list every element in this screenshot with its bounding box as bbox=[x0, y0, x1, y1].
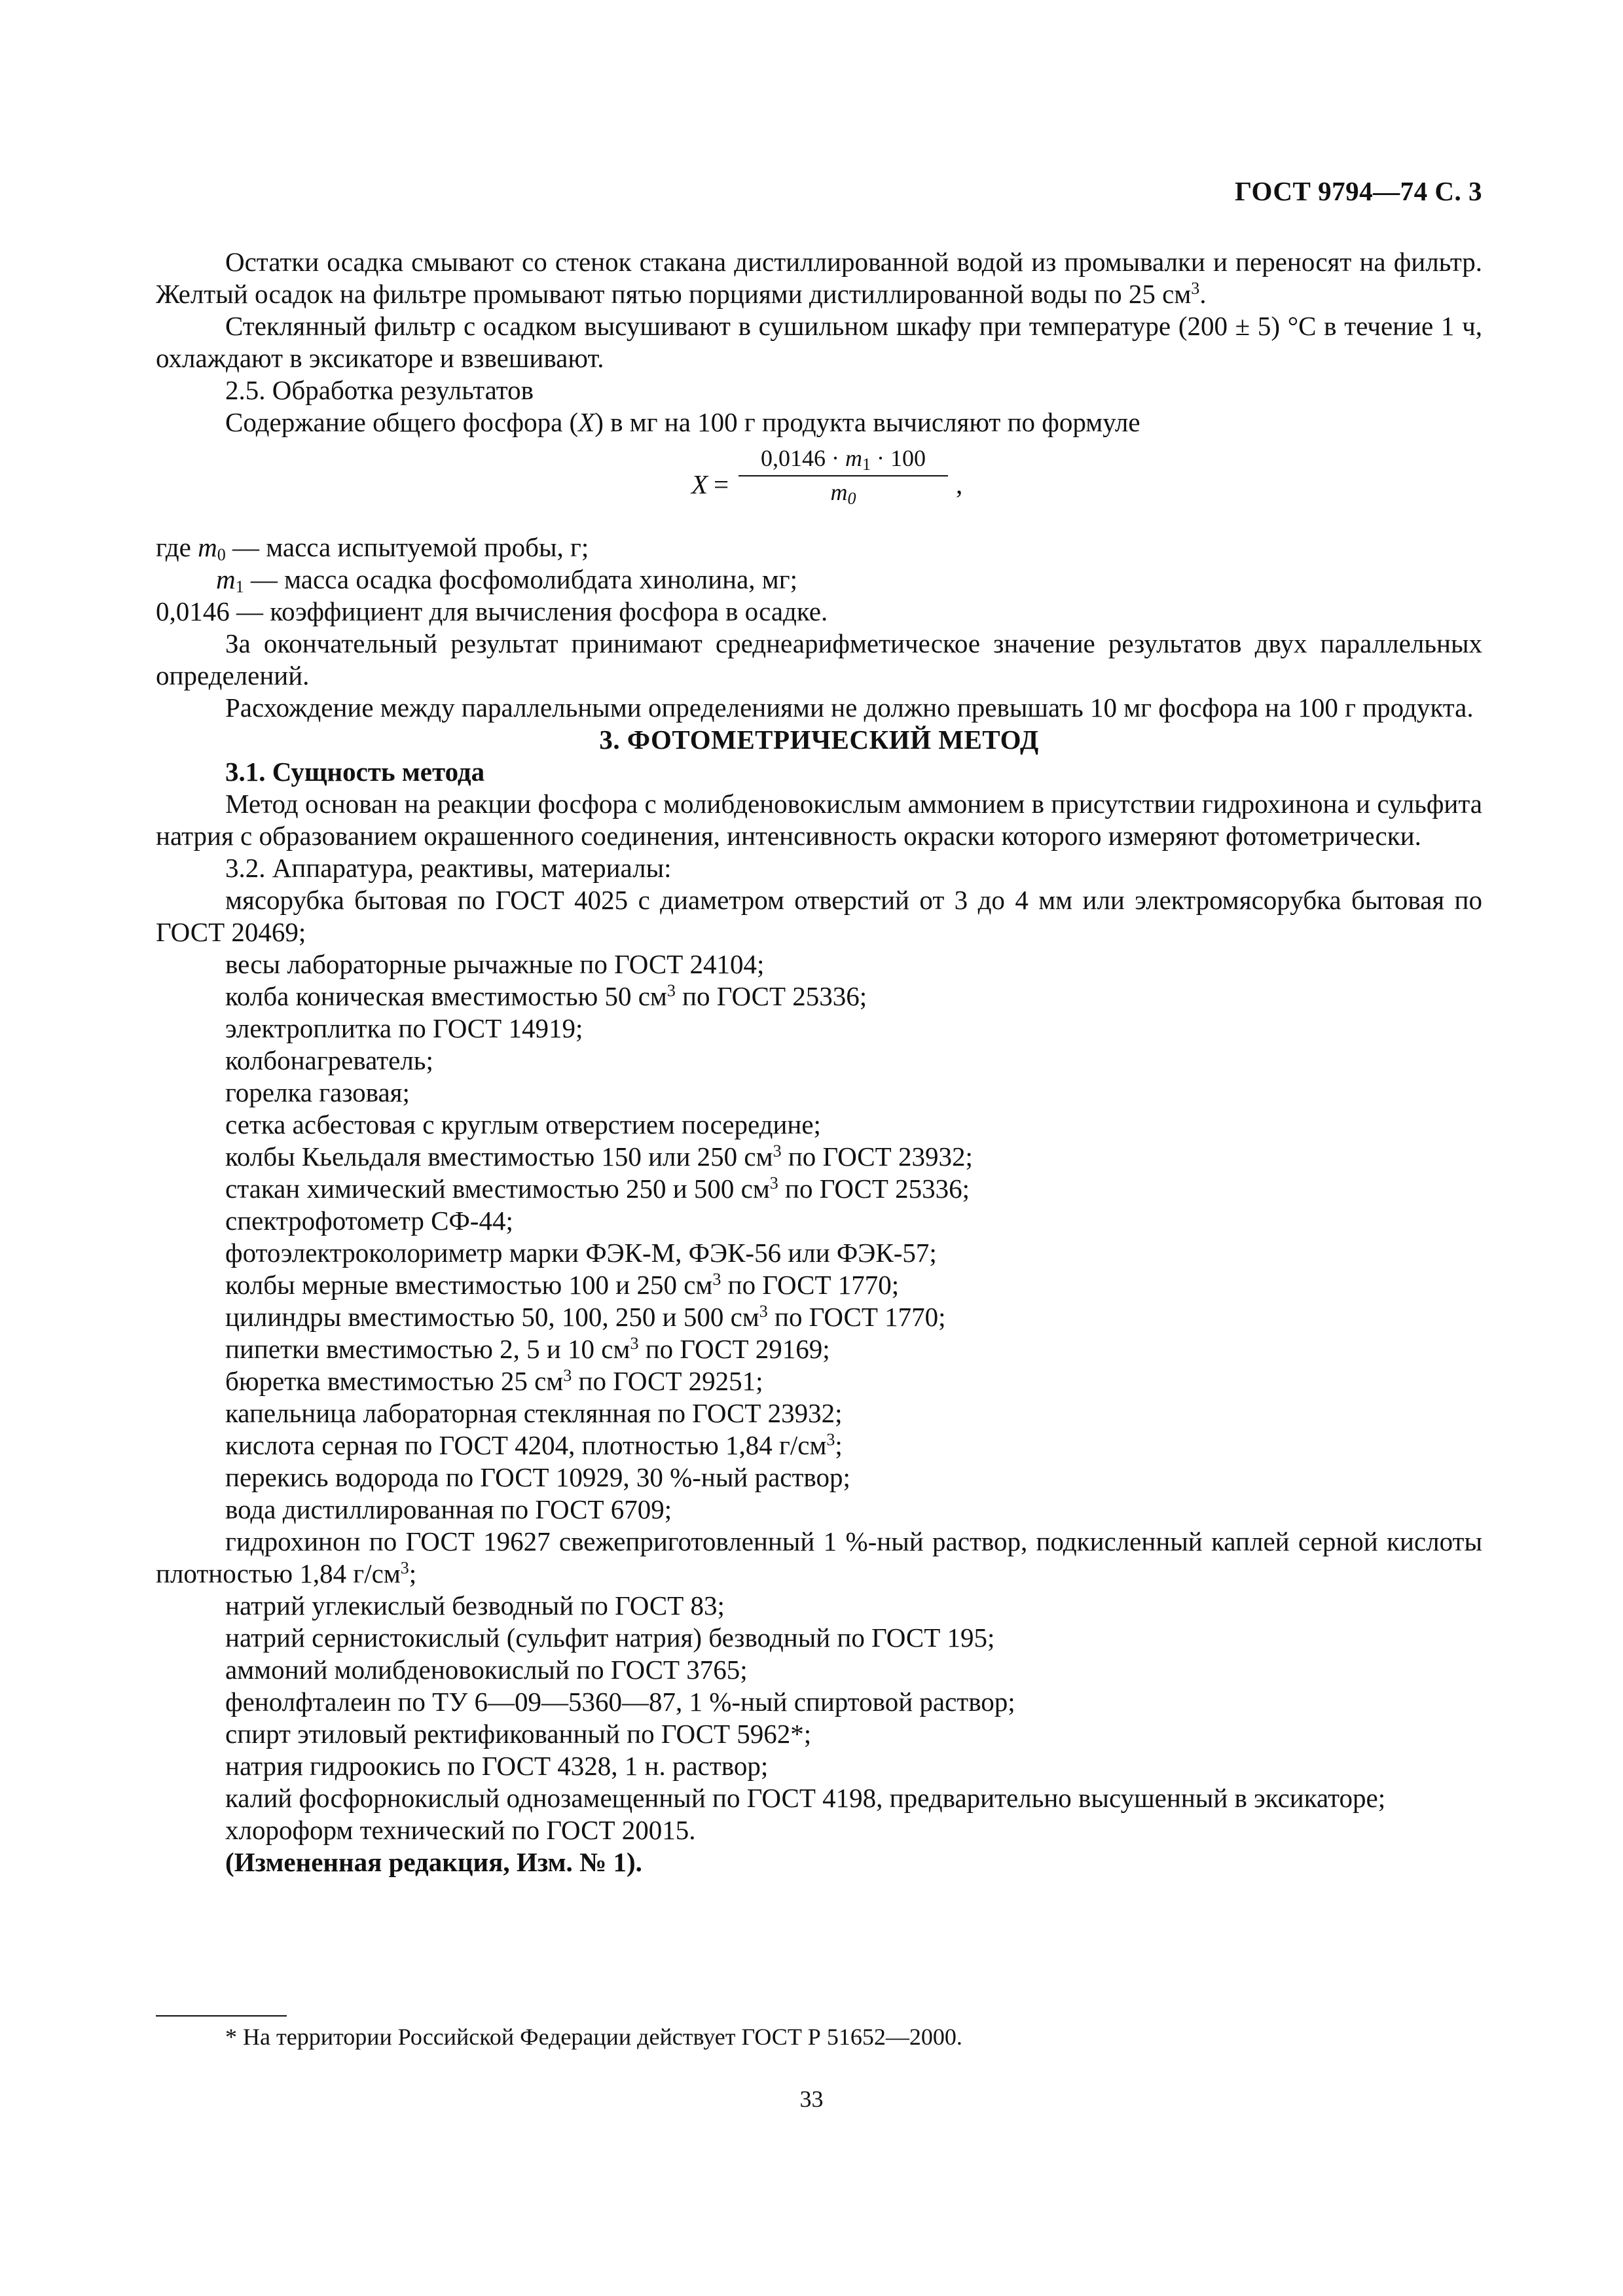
list-item-text: по ГОСТ 29169; bbox=[638, 1334, 830, 1364]
list-item bbox=[156, 1077, 1482, 1109]
list-item-text: колба коническая вместимостью 50 см bbox=[225, 981, 667, 1011]
variable: m bbox=[830, 479, 848, 505]
where-line bbox=[156, 531, 1482, 564]
list-item bbox=[156, 1269, 1482, 1301]
formula-equals: = bbox=[714, 469, 729, 499]
page-number: 33 bbox=[799, 2086, 824, 2112]
where-label: где bbox=[156, 532, 198, 562]
list-item bbox=[156, 1141, 1482, 1173]
superscript: 3 bbox=[712, 1270, 721, 1289]
subsection-heading: 2.5. Обработка результатов bbox=[225, 375, 534, 405]
list-item bbox=[156, 884, 1482, 948]
list-item bbox=[156, 1686, 1482, 1718]
list-item-text: колбы Кьельдаля вместимостью 150 или 250 см bbox=[225, 1141, 773, 1172]
list-item-text: перекись водорода по ГОСТ 10929, 30 %-ный раствор; bbox=[225, 1462, 850, 1492]
footnote: * На территории Российской Федерации действует ГОСТ Р 51652—2000. bbox=[225, 2024, 962, 2050]
list-item bbox=[156, 1205, 1482, 1237]
subscript: 0 bbox=[847, 489, 856, 508]
list-item-text: по ГОСТ 25336; bbox=[675, 981, 867, 1011]
list-item-text: капельница лабораторная стеклянная по ГОСТ 23932; bbox=[225, 1398, 843, 1428]
list-item-text: натрий углекислый безводный по ГОСТ 83; bbox=[225, 1590, 725, 1621]
amendment-note: (Измененная редакция, Изм. № 1). bbox=[225, 1847, 642, 1877]
list-item-text: стакан химический вместимостью 250 и 500 см bbox=[225, 1174, 770, 1204]
subsection-heading: 3.1. Сущность метода bbox=[225, 757, 485, 787]
formula-fraction bbox=[739, 444, 948, 508]
list-item-text: вода дистиллированная по ГОСТ 6709; bbox=[225, 1494, 672, 1524]
where-text: — масса осадка фосфомолибдата хинолина, мг; bbox=[244, 564, 797, 594]
superscript: 3 bbox=[563, 1366, 572, 1385]
paragraph-text: . bbox=[1199, 279, 1207, 309]
equipment-list bbox=[156, 884, 1482, 1846]
superscript: 3 bbox=[400, 1558, 409, 1577]
list-item bbox=[156, 1045, 1482, 1077]
body-text bbox=[156, 246, 1482, 1878]
paragraph: За окончательный результат принимают среднеарифметическое значение результатов двух параллельных определений. bbox=[156, 628, 1482, 691]
list-item-text: колбонагреватель; bbox=[225, 1045, 433, 1075]
list-item bbox=[156, 1109, 1482, 1141]
paragraph-text: ) в мг на 100 г продукта вычисляют по формуле bbox=[594, 407, 1140, 437]
list-item-text: калий фосфорнокислый однозамещенный по ГОСТ 4198, предварительно высушенный в эксикаторе; bbox=[225, 1783, 1386, 1813]
running-head: ГОСТ 9794—74 С. 3 bbox=[1234, 176, 1482, 206]
list-item bbox=[156, 1590, 1482, 1622]
where-line: 0,0146 — коэффициент для вычисления фосфора в осадке. bbox=[156, 596, 828, 626]
list-item-text: хлороформ технический по ГОСТ 20015. bbox=[225, 1815, 696, 1845]
list-item-text: электроплитка по ГОСТ 14919; bbox=[225, 1013, 583, 1043]
list-item-text: гидрохинон по ГОСТ 19627 свежеприготовленный 1 %-ный раствор, подкисленный каплей серной кислоты плотностью 1,84 г/см bbox=[156, 1526, 1482, 1588]
list-item bbox=[156, 948, 1482, 980]
list-item-text: ; bbox=[835, 1430, 843, 1460]
list-item bbox=[156, 1397, 1482, 1429]
variable: m bbox=[216, 564, 236, 594]
list-item-text: по ГОСТ 23932; bbox=[781, 1141, 973, 1172]
superscript: 3 bbox=[773, 1141, 782, 1160]
variable: m bbox=[845, 445, 862, 471]
footnote-divider bbox=[156, 2015, 287, 2017]
paragraph: Расхождение между параллельными определениями не должно превышать 10 мг фосфора на 100 г продукта. bbox=[225, 692, 1474, 723]
list-item-text: кислота серная по ГОСТ 4204, плотностью 1,84 г/см bbox=[225, 1430, 827, 1460]
variable: X bbox=[578, 407, 595, 437]
paragraph: Метод основан на реакции фосфора с молибденовокислым аммонием в присутствии гидрохинона и сульфита натрия с образованием окрашенного соединения, интенсивность окраски которого измеряют фотометрически. bbox=[156, 789, 1482, 851]
list-item-text: фенолфталеин по ТУ 6—09—5360—87, 1 %-ный спиртовой раствор; bbox=[225, 1687, 1015, 1717]
superscript: 3 bbox=[769, 1174, 778, 1193]
list-item-text: спирт этиловый ректификованный по ГОСТ 5962*; bbox=[225, 1719, 812, 1749]
list-item bbox=[156, 1750, 1482, 1782]
list-item-text: горелка газовая; bbox=[225, 1077, 410, 1107]
list-item-text: цилиндры вместимостью 50, 100, 250 и 500 см bbox=[225, 1302, 759, 1332]
list-item bbox=[156, 1814, 1482, 1846]
paragraph-text: Остатки осадка смывают со стенок стакана дистиллированной водой из промывалки и переносят на фильтр. Желтый осадок на фильтре промывают пятью порциями дистиллированной воды по 25 см bbox=[156, 247, 1482, 309]
list-item-text: по ГОСТ 1770; bbox=[767, 1302, 946, 1332]
list-item bbox=[156, 1526, 1482, 1590]
list-item-text: фотоэлектроколориметр марки ФЭК-М, ФЭК-56 или ФЭК-57; bbox=[225, 1238, 937, 1268]
list-item-text: ; bbox=[409, 1558, 417, 1588]
list-item-text: по ГОСТ 25336; bbox=[778, 1174, 970, 1204]
superscript: 3 bbox=[759, 1302, 768, 1321]
formula bbox=[156, 444, 1482, 521]
formula-lhs: X bbox=[691, 469, 708, 499]
section-title: 3. ФОТОМЕТРИЧЕСКИЙ МЕТОД bbox=[599, 725, 1039, 755]
list-item-text: спектрофотометр СФ-44; bbox=[225, 1206, 513, 1236]
formula-comma: , bbox=[956, 469, 963, 499]
list-item bbox=[156, 1718, 1482, 1750]
subsection-heading: 3.2. Аппаратура, реактивы, материалы: bbox=[225, 853, 672, 883]
list-item bbox=[156, 1622, 1482, 1654]
list-item-text: аммоний молибденовокислый по ГОСТ 3765; bbox=[225, 1655, 748, 1685]
superscript: 3 bbox=[666, 981, 676, 1000]
list-item bbox=[156, 1782, 1482, 1814]
list-item-text: по ГОСТ 1770; bbox=[721, 1270, 900, 1300]
list-item bbox=[156, 1462, 1482, 1494]
paragraph bbox=[156, 406, 1482, 439]
list-item-text: натрий сернистокислый (сульфит натрия) безводный по ГОСТ 195; bbox=[225, 1623, 995, 1653]
subscript: 1 bbox=[862, 455, 871, 474]
list-item bbox=[156, 980, 1482, 1013]
list-item bbox=[156, 1494, 1482, 1526]
list-item bbox=[156, 1333, 1482, 1365]
variable: m bbox=[198, 532, 217, 562]
where-line bbox=[156, 564, 1482, 596]
formula-numerator bbox=[739, 444, 948, 476]
list-item bbox=[156, 1013, 1482, 1045]
paragraph bbox=[156, 246, 1482, 310]
paragraph: Стеклянный фильтр с осадком высушивают в сушильном шкафу при температуре (200 ± 5) °С в течение 1 ч, охлаждают в эксикаторе и взвешивают. bbox=[156, 311, 1482, 373]
list-item-text: натрия гидроокись по ГОСТ 4328, 1 н. раствор; bbox=[225, 1751, 769, 1781]
list-item-text: по ГОСТ 29251; bbox=[572, 1366, 763, 1396]
numerator-text: 0,0146 · bbox=[761, 445, 845, 471]
list-item bbox=[156, 1429, 1482, 1462]
superscript: 3 bbox=[1191, 279, 1200, 298]
list-item bbox=[156, 1365, 1482, 1397]
list-item-text: весы лабораторные рычажные по ГОСТ 24104; bbox=[225, 949, 765, 979]
numerator-text: · 100 bbox=[871, 445, 926, 471]
list-item-text: бюретка вместимостью 25 см bbox=[225, 1366, 564, 1396]
formula-denominator bbox=[739, 476, 948, 508]
superscript: 3 bbox=[630, 1334, 639, 1353]
list-item-text: пипетки вместимостью 2, 5 и 10 см bbox=[225, 1334, 630, 1364]
subscript: 0 bbox=[217, 545, 226, 564]
list-item bbox=[156, 1237, 1482, 1269]
subscript: 1 bbox=[235, 577, 244, 596]
paragraph-text: Содержание общего фосфора ( bbox=[225, 407, 579, 437]
list-item bbox=[156, 1173, 1482, 1205]
list-item-text: мясорубка бытовая по ГОСТ 4025 с диаметром отверстий от 3 до 4 мм или электромясорубка бытовая по ГОСТ 20469; bbox=[156, 885, 1482, 947]
list-item-text: колбы мерные вместимостью 100 и 250 см bbox=[225, 1270, 713, 1300]
list-item bbox=[156, 1301, 1482, 1333]
superscript: 3 bbox=[826, 1430, 835, 1449]
list-item-text: сетка асбестовая с круглым отверстием посередине; bbox=[225, 1109, 821, 1139]
list-item bbox=[156, 1654, 1482, 1686]
where-text: — масса испытуемой пробы, г; bbox=[225, 532, 589, 562]
